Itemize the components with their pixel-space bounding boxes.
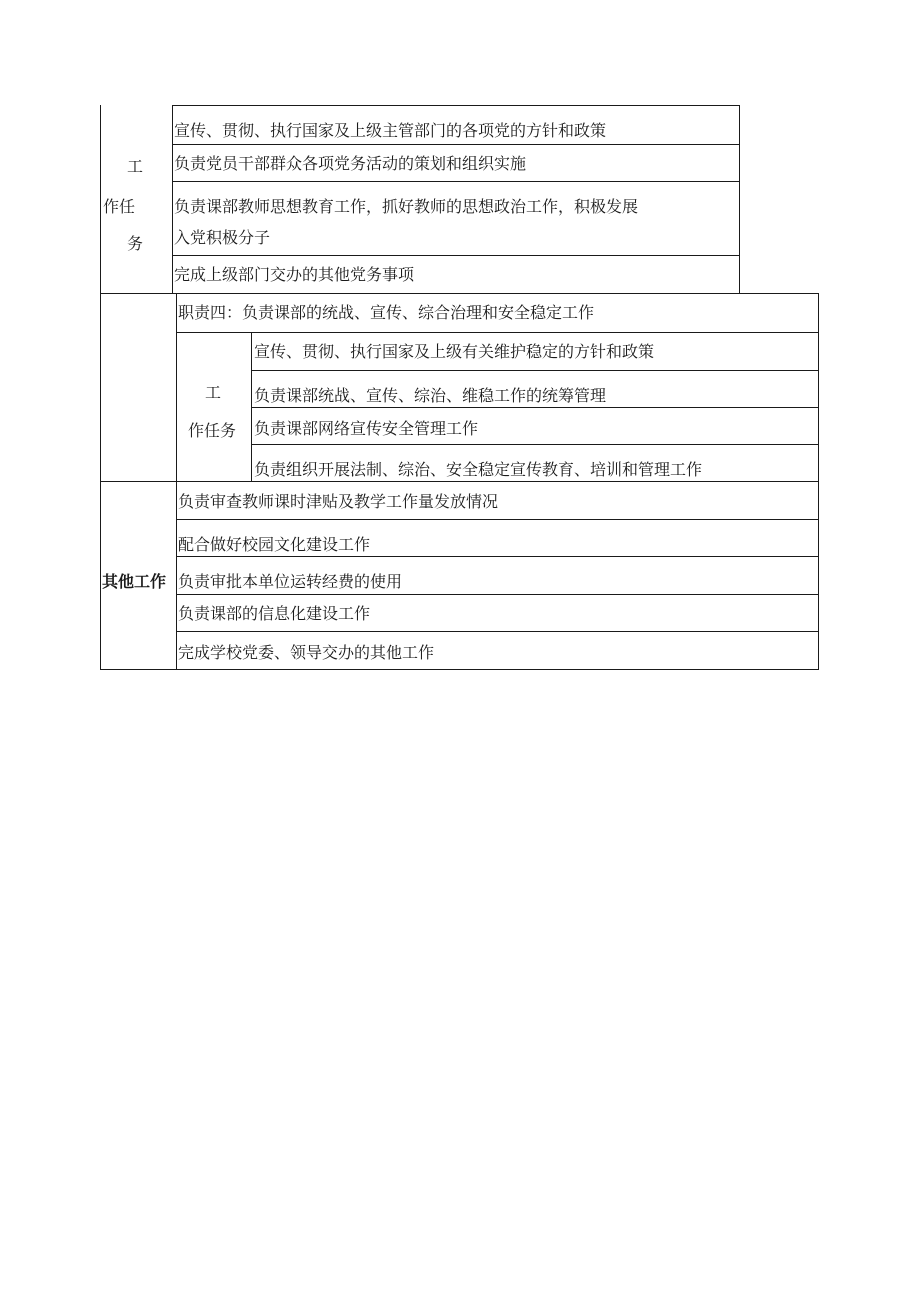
section-four-task-4: 负责组织开展法制、综治、安全稳定宣传教育、培训和管理工作	[254, 460, 703, 479]
other-work-item-2: 配合做好校园文化建设工作	[178, 535, 371, 554]
duty-four-title: 职责四：负责课部的统战、宣传、综合治理和安全稳定工作	[178, 303, 595, 322]
section-three-label-line-1: 工	[127, 157, 144, 176]
section-three-task-2: 负责党员干部群众各项党务活动的策划和组织实施	[174, 154, 527, 173]
section-three-task-4: 完成上级部门交办的其他党务事项	[174, 265, 415, 284]
section-three-label-line-3: 务	[127, 234, 144, 253]
section-three-task-3-line-1: 负责课部教师思想教育工作，抓好教师的思想政治工作，积极发展	[174, 197, 639, 216]
other-work-item-3: 负责审批本单位运转经费的使用	[178, 572, 403, 591]
section-four-label-line-1: 工	[205, 383, 222, 402]
other-work-label: 其他工作	[102, 572, 167, 591]
section-three-task-3-line-2: 入党积极分子	[174, 228, 271, 247]
section-three-task-1: 宣传、贯彻、执行国家及上级主管部门的各项党的方针和政策	[174, 121, 607, 140]
section-four-label-line-2: 作任务	[188, 421, 237, 440]
section-three-label-line-2: 作任	[103, 197, 136, 216]
section-four-task-3: 负责课部网络宣传安全管理工作	[254, 419, 479, 438]
section-four-task-2: 负责课部统战、宣传、综治、维稳工作的统筹管理	[254, 386, 607, 405]
other-work-item-4: 负责课部的信息化建设工作	[178, 604, 371, 623]
other-work-item-1: 负责审查教师课时津贴及教学工作量发放情况	[178, 492, 499, 511]
other-work-item-5: 完成学校党委、领导交办的其他工作	[178, 643, 435, 662]
section-four-task-1: 宣传、贯彻、执行国家及上级有关维护稳定的方针和政策	[254, 342, 655, 361]
